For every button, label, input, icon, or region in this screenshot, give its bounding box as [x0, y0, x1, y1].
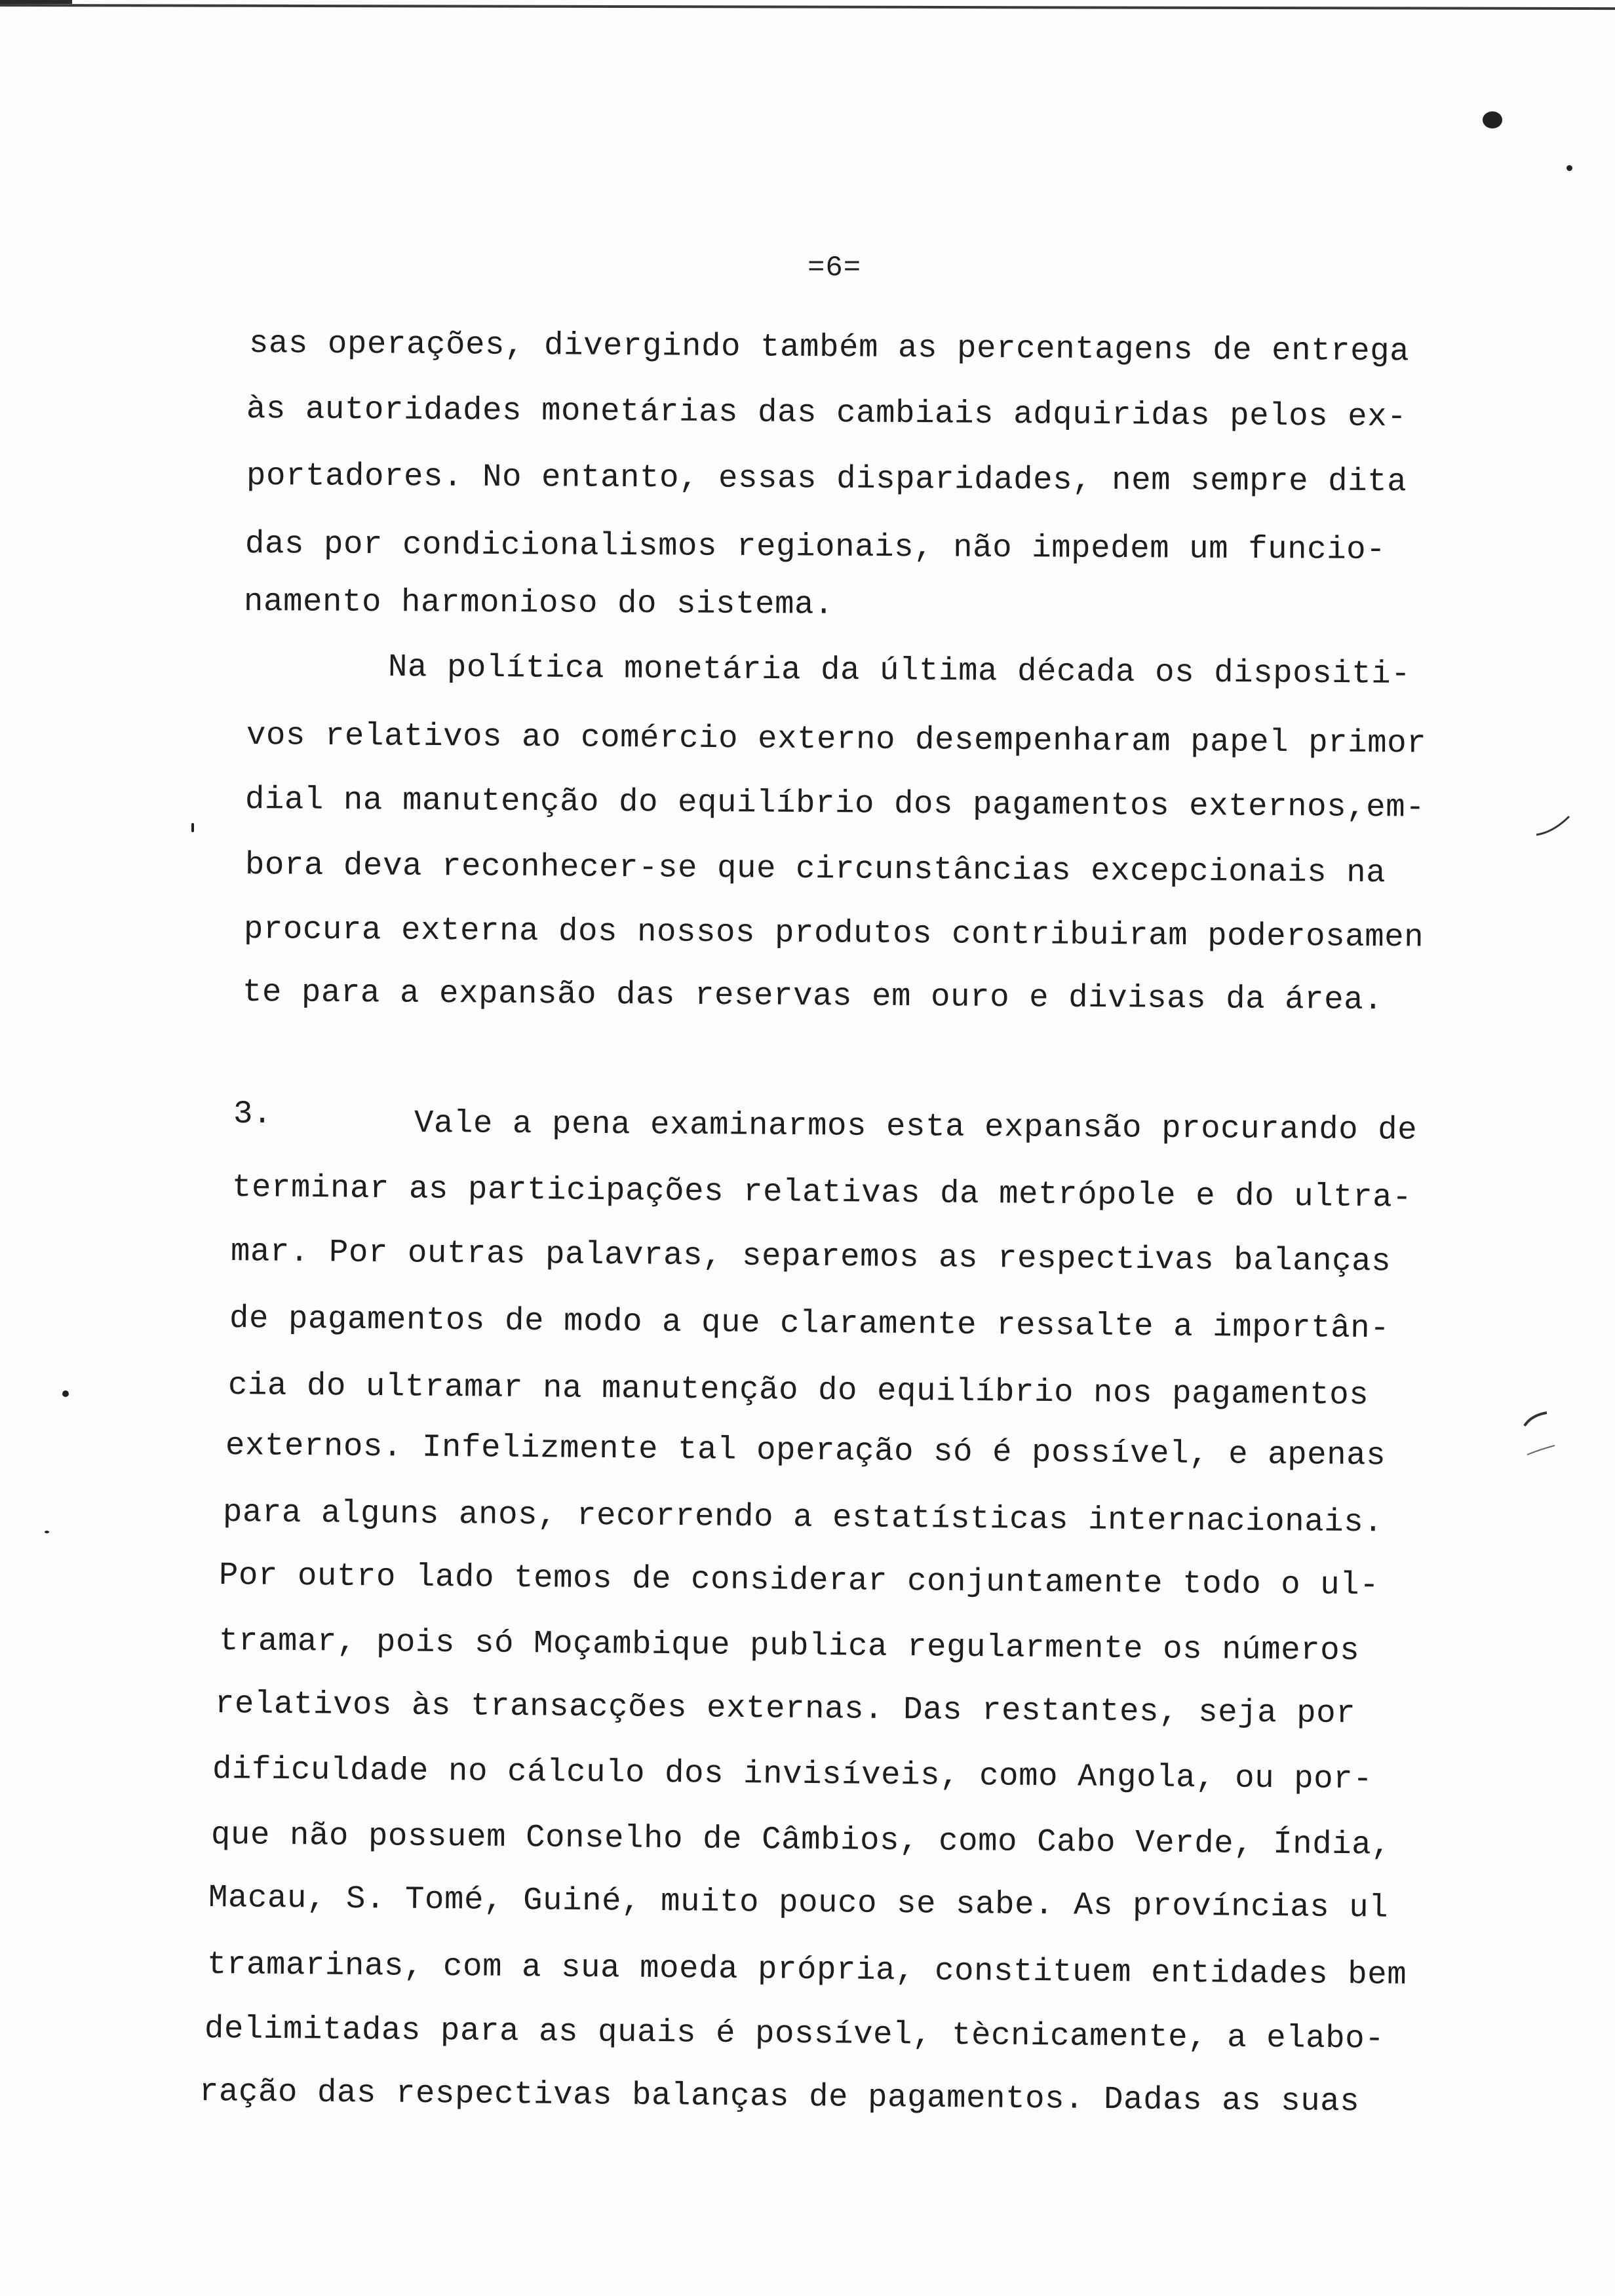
section-number: 3.: [233, 1096, 272, 1132]
top-border-line: [0, 4, 1615, 10]
text-line: cia do ultramar na manutenção do equilíbrio nos pagamentos: [227, 1367, 1369, 1414]
text-line: tramarinas, com a sua moeda própria, constituem entidades bem: [206, 1946, 1407, 1993]
text-line: te para a expansão das reservas em ouro e divisas da área.: [242, 974, 1384, 1019]
text-line: vos relativos ao comércio externo desempenharam papel primor: [246, 717, 1427, 762]
ink-speck: [1566, 165, 1572, 171]
text-line: Na política monetária da última década os dispositi-: [387, 649, 1411, 693]
text-line: relativos às transacções externas. Das restantes, seja por: [214, 1685, 1356, 1732]
text-line: às autoridades monetárias das cambiais adquiridas pelos ex-: [246, 391, 1407, 436]
ink-speck: [45, 1531, 49, 1533]
text-line: terminar as participações relativas da metrópole e do ultra-: [231, 1169, 1412, 1216]
ink-blot: [1483, 111, 1502, 128]
text-line: bora deva reconhecer-se que circunstâncias excepcionais na: [244, 847, 1386, 892]
margin-scratch: [1534, 813, 1573, 839]
page-number: =6=: [808, 252, 862, 284]
margin-scratch: [1521, 1409, 1560, 1461]
text-line: para alguns anos, recorrendo a estatísticas internacionais.: [222, 1494, 1384, 1541]
text-line: portadores. No entanto, essas disparidades, nem sempre dita: [246, 457, 1407, 501]
text-line: das por condicionalismos regionais, não impedem um funcio-: [244, 526, 1386, 569]
text-line: que não possuem Conselho de Câmbios, como Cabo Verde, Índia,: [210, 1816, 1391, 1864]
text-line: delimitadas para as quais é possível, tècnicamente, a elabo-: [204, 2010, 1385, 2057]
text-line: mar. Por outras palavras, separemos as respectivas balanças: [230, 1233, 1391, 1280]
text-line: de pagamentos de modo a que claramente ressalte a importân-: [229, 1300, 1390, 1347]
text-line: procura externa dos nossos produtos contribuiram poderosamen: [243, 911, 1424, 956]
text-line: ração das respectivas balanças de pagamentos. Dadas as suas: [199, 2073, 1360, 2120]
text-line: Por outro lado temos de considerar conjuntamente todo o ul-: [218, 1557, 1380, 1604]
text-line: Macau, S. Tomé, Guiné, muito pouco se sabe. As províncias ul: [208, 1879, 1389, 1926]
text-line: Vale a pena examinarmos esta expansão procurando de: [414, 1105, 1418, 1149]
ink-speck: [62, 1390, 69, 1397]
text-line: tramar, pois só Moçambique publica regularmente os números: [218, 1622, 1360, 1670]
text-line: dial na manutenção do equilíbrio dos pagamentos externos,em-: [244, 781, 1426, 826]
text-line: namento harmonioso do sistema.: [243, 583, 834, 623]
text-line: dificuldade no cálculo dos invisíveis, como Angola, ou por-: [212, 1751, 1373, 1798]
ink-speck: [191, 823, 194, 832]
text-line: externos. Infelizmente tal operação só é possível, e apenas: [225, 1427, 1386, 1474]
text-line: sas operações, divergindo também as percentagens de entrega: [248, 325, 1410, 370]
